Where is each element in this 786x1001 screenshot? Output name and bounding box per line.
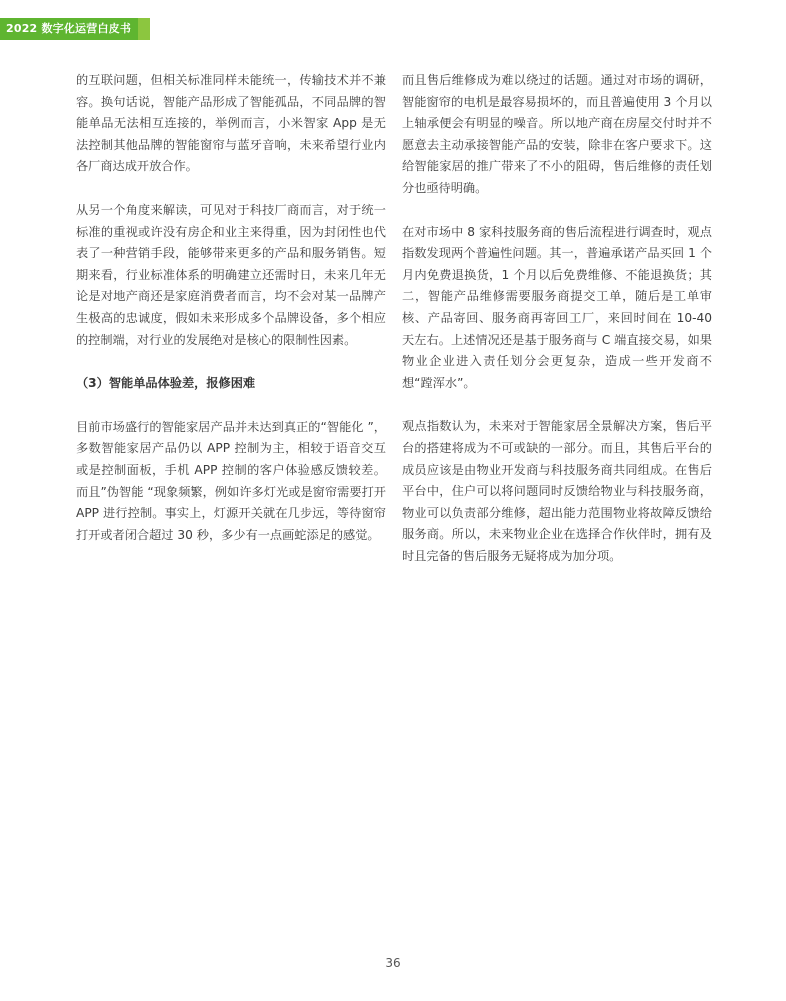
left-paragraph-3: 目前市场盛行的智能家居产品并未达到真正的“智能化 ”，多数智能家居产品仍以 APP 控制为主，相较于语音交互或是控制面板，手机 APP 控制的客户体验感反馈较差。而且”伪智能 “现象频繁，例如许多灯光或是窗帘需要打开 APP 进行控制。事实上，灯源开关就在几步远，等待窗帘打开或者闭合超过 30 秒，多少有一点画蛇添足的感觉。 — [76, 419, 386, 542]
section-heading: （3）智能单品体验差，报修困难 — [76, 376, 256, 391]
right-paragraph-2: 在对市场中 8 家科技服务商的售后流程进行调查时，观点指数发现两个普遍性问题。其一，普遍承诺产品买回 1 个月内免费退换货，1 个月以后免费维修、不能退换货；其二，智能产品维修需要服务商提交工单，随后是工单审核、产品寄回、服务商再寄回工厂，来回时间在 10-40 天左右。上述情况还是基于服务商与 C 端直接交易，如果物业企业进入责任划分会更复杂，造成一些开发商不想“蹚浑水”。 — [402, 224, 712, 390]
header-title: 2022 数字化运营白皮书 — [0, 18, 138, 40]
left-paragraph-2: 从另一个角度来解读，可见对于科技厂商而言，对于统一标准的重视或许没有房企和业主来得重，因为封闭性也代表了一种营销手段，能够带来更多的产品和服务销售。短期来看，行业标准体系的明确建立还需时日，未来几年无论是对地产商还是家庭消费者而言，均不会对某一品牌产生极高的忠诚度，假如未来形成多个品牌设备，多个相应的控制端，对行业的发展绝对是核心的限制性因素。 — [76, 202, 386, 347]
right-paragraph-3: 观点指数认为，未来对于智能家居全景解决方案，售后平台的搭建将成为不可或缺的一部分。而且，其售后平台的成员应该是由物业开发商与科技服务商共同组成。在售后平台中，住户可以将问题同时反馈给物业与科技服务商，物业可以负责部分维修，超出能力范围物业将故障反馈给服务商。所以，未来物业企业在选择合作伙伴时，拥有及时且完备的售后服务无疑将成为加分项。 — [402, 419, 712, 563]
page-number: 36 — [385, 956, 401, 970]
right-paragraph-1: 而且售后维修成为难以绕过的话题。通过对市场的调研，智能窗帘的电机是最容易损坏的，而且普遍使用 3 个月以上轴承便会有明显的噪音。所以地产商在房屋交付时并不愿意去主动承接智能产品的安装，除非在客户要求下。这给智能家居的推广带来了不小的阻碍，售后维修的责任划分也亟待明确。 — [402, 73, 712, 195]
right-column — [402, 70, 712, 589]
left-column — [76, 70, 386, 568]
left-paragraph-1: 的互联问题，但相关标准同样未能统一，传输技术并不兼容。换句话说，智能产品形成了智能孤品，不同品牌的智能单品无法相互连接的，举例而言，小米智家 App 是无法控制其他品牌的智能窗帘与蓝牙音响，未来希望行业内各厂商达成开放合作。 — [76, 73, 386, 174]
